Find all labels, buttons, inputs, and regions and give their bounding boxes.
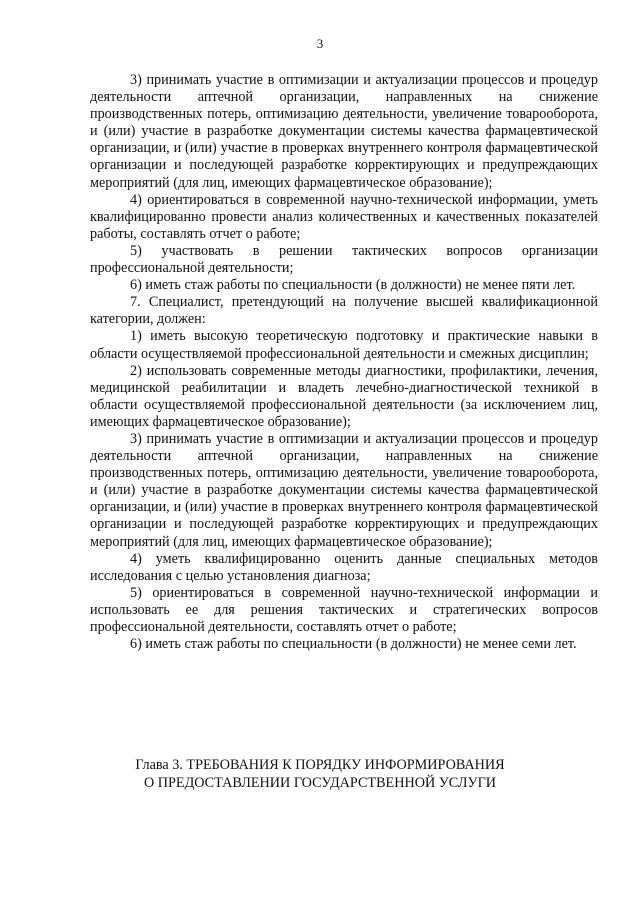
paragraph-item-3-point-5: 5) участвовать в решении тактических вопросов организации профессиональной деятельности; [90,242,598,277]
paragraph-item-7-intro: 7. Специалист, претендующий на получение высшей квалификационной категории, должен: [90,294,598,328]
chapter-heading-line-1: Глава 3. ТРЕБОВАНИЯ К ПОРЯДКУ ИНФОРМИРОВАНИЯ [135,757,505,773]
paragraph-item-7-point-3: 3) принимать участие в оптимизации и актуализации процессов и процедур деятельности аптечной организации, направленных на снижение производственных потерь, оптимизацию деятельности, увеличение товарооборота, и (или) участие в разработке документации системы качества фармацевтической организации, и (или) участие в проверках внутреннего контроля фармацевтической организации и последующей разработке корректирующих и предупреждающих мероприятий (для лиц, имеющих фармацевтическое образование); [90,430,598,550]
paragraph-item-7-point-5: 5) ориентироваться в современной научно-технической информации и использовать ее для решения тактических и стратегических вопросов профессиональной деятельности, составлять отчет о работе; [90,584,598,635]
paragraph-item-7-point-1: 1) иметь высокую теоретическую подготовку и практические навыки в области осуществляемой профессиональной деятельности и смежных дисциплин; [90,328,598,362]
paragraph-item-3-point-6: 6) иметь стаж работы по специальности (в должности) не менее пяти лет. [130,277,576,294]
paragraph-item-3-point-3: 3) принимать участие в оптимизации и актуализации процессов и процедур деятельности аптечной организации, направленных на снижение производственных потерь, оптимизацию деятельности, увеличение товарооборота, и (или) участие в разработке документации системы качества фармацевтической организации, и (или) участие в проверках внутреннего контроля фармацевтической организации и последующей разработке корректирующих и предупреждающих мероприятий (для лиц, имеющих фармацевтическое образование); [90,72,598,191]
chapter-heading-line-2: О ПРЕДОСТАВЛЕНИИ ГОСУДАРСТВЕННОЙ УСЛУГИ [143,775,497,791]
document-body [90,72,598,653]
paragraph-item-7-point-6: 6) иметь стаж работы по специальности (в должности) не менее семи лет. [130,636,577,653]
paragraph-item-7-point-4: 4) уметь квалифицированно оценить данные специальных методов исследования с целью установления диагноза; [90,550,598,584]
chapter-heading [0,756,640,792]
paragraph-item-3-point-4: 4) ориентироваться в современной научно-технической информации, уметь квалифицированно провести анализ количественных и качественных показателей работы, составлять отчет о работе; [90,191,598,242]
page-number: 3 [316,36,324,51]
paragraph-item-7-point-2: 2) использовать современные методы диагностики, профилактики, лечения, медицинской реабилитации и владеть лечебно-диагностической техникой в области осуществляемой профессиональной деятельности (за исключением лиц, имеющих фармацевтическое образование); [90,362,598,430]
